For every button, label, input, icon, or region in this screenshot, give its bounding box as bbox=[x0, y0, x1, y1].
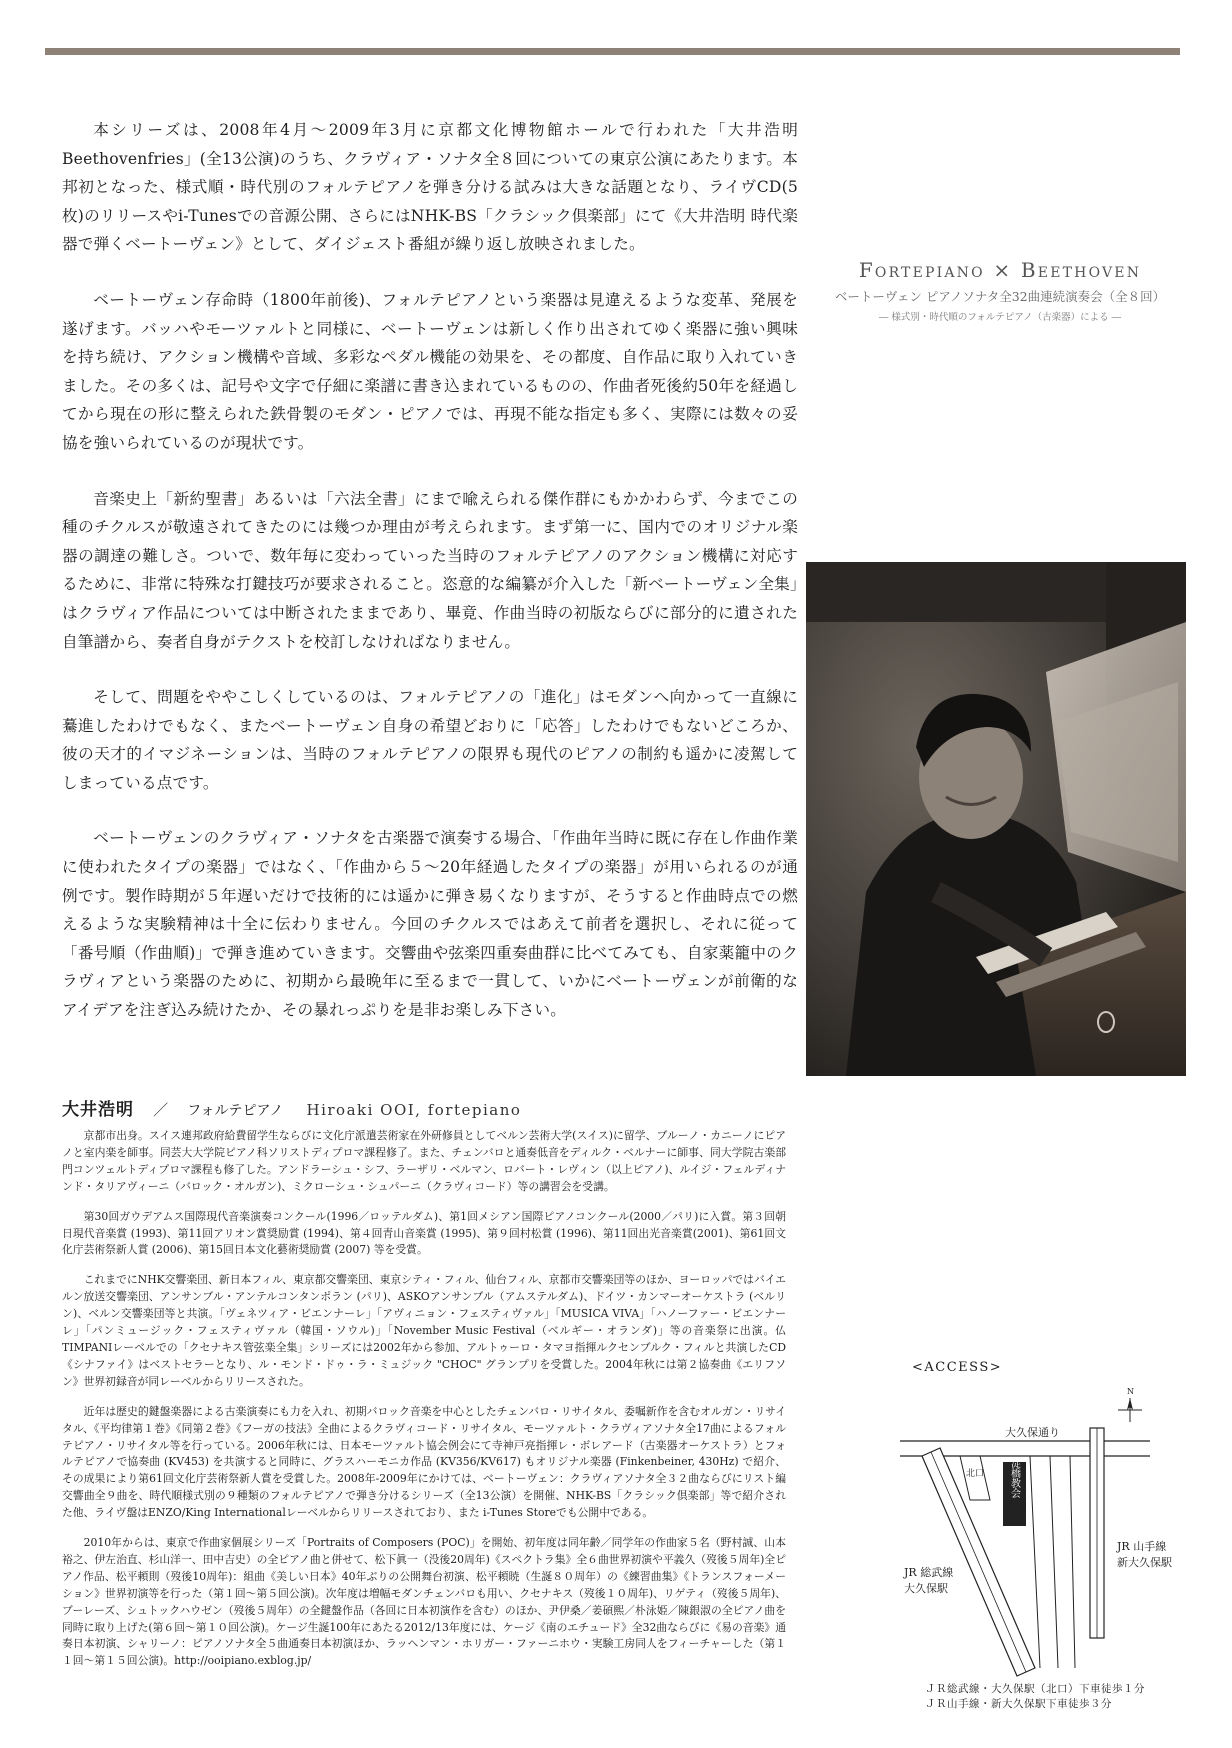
main-text bbox=[62, 116, 798, 1052]
street-label: 大久保通り bbox=[1005, 1426, 1060, 1439]
main-paragraph-4: そして、問題をややこしくしているのは、フォルテピアノの「進化」はモダンへ向かって一直線に驀進したわけでもなく、またベートーヴェン自身の希望どおりに「応答」したわけでもないどころか、彼の天才的イマジネーションは、当時のフォルテピアノの限界も現代のピアノの制約も遥かに凌駕してしまっている点です。 bbox=[62, 688, 798, 792]
jr-sobu-label-1: JR 総武線 bbox=[904, 1566, 954, 1579]
north-exit-label: 北口 bbox=[966, 1469, 985, 1479]
bio-name-en: Hiroaki OOI, fortepiano bbox=[306, 1101, 522, 1119]
series-title bbox=[830, 258, 1170, 323]
jr-sobu-label-2: 大久保駅 bbox=[904, 1582, 948, 1595]
pianist-photo-image bbox=[806, 562, 1186, 1076]
pianist-photo bbox=[806, 562, 1186, 1076]
bio-paragraph-5: 2010年からは、東京で作曲家個展シリーズ「Portraits of Composers (POC)」を開始、初年度は同年齢／同学年の作曲家５名（野村誠、山本裕之、伊左治直、杉山洋一、田中吉史）の全ピアノ曲と併せて、松下眞一（没後20周年)《スペクトラ集》全６曲世界初演や平義久（歿後５周年)全ピアノ作品、松平頼則（歿後10周年)：組曲《美しい日本》40年ぶりの公開舞台初演、松平頼暁（生誕８０周年）の《練習曲集》《トランスフォーメーション》世界初演等を行った（第１回～第５回公演)。次年度は増幅モダンチェンバロも用い、クセナキス（歿後１０周年)、リゲティ（歿後５周年)、ブーレーズ、シュトックハウゼン（歿後５周年）の全鍵盤作品（各回に日本初演作を含む）のほか、尹伊桑／姜碩熙／朴泳姫／陳銀淑の全ピアノ曲を同時に取り上げた(第６回～第１０回公演)。ケージ生誕100年にあたる2012/13年度には、ケージ《南のエチュード》全32曲ならびに《易の音楽》通奏日本初演、シャリーノ：ピアノソナタ全５曲通奏日本初演ほか、ラッヘンマン・ホリガー・ファーニホウ・実験工房同人をフィーチャーした（第１１回～第１５回公演)。http://ooipiano.exblog.jp/ bbox=[62, 1536, 786, 1668]
main-paragraph-3: 音楽史上「新約聖書」あるいは「六法全書」にまで喩えられる傑作群にもかかわらず、今までこの種のチクルスが敬遠されてきたのには幾つか理由が考えられます。まず第一に、国内でのオリジナル楽器の調達の難しさ。ついで、数年毎に変わっていった当時のフォルテピアノのアクション機構に対応するために、非常に特殊な打鍵技巧が要求されること。恣意的な編纂が介入した「新ベートーヴェン全集」はクラヴィア作品については中断されたままであり、畢竟、作曲当時の初版ならびに部分的に遺された自筆譜から、奏者自身がテクストを校訂しなければなりません。 bbox=[62, 489, 798, 651]
bio-slash: ／ bbox=[153, 1101, 169, 1119]
access-note bbox=[925, 1682, 1145, 1712]
church-label: 淀橋教会 bbox=[1008, 1458, 1020, 1498]
street-1 bbox=[1030, 1456, 1040, 1668]
main-paragraph-1: 本シリーズは、2008年4月～2009年3月に京都文化博物館ホールで行われた「大井浩明Beethovenfries」(全13公演)のうち、クラヴィア・ソナタ全８回についての東京公演にあたります。本邦初となった、様式順・時代別のフォルテピアノを弾き分ける試みは大きな話題となり、ライヴCD(5枚)のリリースやi-Tunesでの音源公開、さらにはNHK-BS「クラシック倶楽部」にて《大井浩明 時代楽器で弾くベートーヴェン》として、ダイジェスト番組が繰り返し放映されました。 bbox=[62, 121, 798, 254]
jr-yamanote-label-2: 新大久保駅 bbox=[1117, 1556, 1172, 1569]
access-map bbox=[900, 1378, 1172, 1678]
series-subtitle-2: ― 様式別・時代順のフォルテピアノ（古楽器）による ― bbox=[878, 312, 1122, 323]
compass-north-label: N bbox=[1127, 1387, 1134, 1396]
bio-paragraph-3: これまでにNHK交響楽団、新日本フィル、東京都交響楽団、東京シティ・フィル、仙台フィル、京都市交響楽団等のほか、ヨーロッパではバイエルン放送交響楽団、アンサンブル・アンテルコンタンポラン (パリ)、ASKOアンサンブル（アムステルダム)、ドイツ・カンマーオーケストラ (ベルリン)、ベルン交響楽団等と共演。「ヴェネツィア・ビエンナーレ」「アヴィニョン・フェスティヴァル」「MUSICA VIVA」「ハノーファー・ビエンナーレ」「パンミュージック・フェスティヴァル（韓国・ソウル)」「November Music Festival（ベルギー・オランダ)」等の音楽祭に出演。仏TIMPANIレーベルでの「クセナキス管弦楽全集」シリーズには2002年から参加、アルトゥーロ・タマヨ指揮ルクセンブルク・フィルと共演したCD《シナファイ》はベストセラーとなり、ル・モンド・ドゥ・ラ・ミュジック "CHOC" グランプリを受賞した。2004年秋には第２協奏曲《エリフソン》世界初録音が同レーベルからリリースされた。 bbox=[62, 1273, 786, 1388]
bio-name-jp: 大井浩明 bbox=[62, 1100, 134, 1120]
access-note-line-2: ＪＲ山手線・新大久保駅下車徒歩３分 bbox=[925, 1698, 1112, 1710]
compass-icon bbox=[1118, 1387, 1142, 1422]
main-paragraph-5: ベートーヴェンのクラヴィア・ソナタを古楽器で演奏する場合、「作曲年当時に既に存在し作曲作業に使われたタイプの楽器」ではなく、「作曲から５～20年経過したタイプの楽器」が用いられるのが通例です。製作時期が５年遅いだけで技術的には遥かに弾き易くなりますが、そうすると作曲時点での燃えるような実験精神は十全に伝わりません。今回のチクルスではあえて前者を選択し、それに従って「番号順（作曲順)」で弾き進めていきます。交響曲や弦楽四重奏曲群に比べてみても、自家薬籠中のクラヴィアという楽器のために、初期から最晩年に至るまで一貫して、いかにベートーヴェンが前衛的なアイデアを注ぎ込み続けたか、その暴れっぷりを是非お楽しみ下さい。 bbox=[62, 829, 798, 1020]
series-title-en: Fortepiano × Beethoven bbox=[858, 258, 1142, 282]
bio-heading bbox=[62, 1095, 521, 1120]
street-2 bbox=[1050, 1456, 1058, 1668]
access-section bbox=[900, 1360, 1172, 1730]
jr-yamanote-label-1: JR 山手線 bbox=[1117, 1540, 1167, 1553]
top-rule bbox=[45, 48, 1180, 55]
series-subtitle: ベートーヴェン ピアノソナタ全32曲連続演奏会（全８回） bbox=[834, 289, 1166, 304]
bio-instrument-jp: フォルテピアノ bbox=[187, 1103, 284, 1119]
main-paragraph-2: ベートーヴェン存命時（1800年前後)、フォルテピアノという楽器は見違えるような変革、発展を遂げます。バッハやモーツァルトと同様に、ベートーヴェンは新しく作り出されてゆく楽器に強い興味を持ち続け、アクション機構や音域、多彩なペダル機能の効果を、その都度、自作品に取り入れていきました。その多くは、記号や文字で仔細に楽譜に書き込まれているものの、作曲者死後約50年を経過してから現在の形に整えられた鉄骨製のモダン・ピアノでは、再現不能な指定も多く、実際には数々の妥協を強いられているのが現状です。 bbox=[62, 290, 798, 452]
bio-paragraph-4: 近年は歴史的鍵盤楽器による古楽演奏にも力を入れ、初期バロック音楽を中心としたチェンバロ・リサイタル、委嘱新作を含むオルガン・リサイタル、《平均律第１巻》《同第２巻》《フーガの技法》全曲によるクラヴィコード・リサイタル、モーツァルト・クラヴィアソナタ全17曲によるフォルテピアノ・リサイタル等を行っている。2006年秋には、日本モーツァルト協会例会にて寺神戸亮指揮レ・ボレアード（古楽器オーケストラ）とフォルテピアノで協奏曲 (KV453) を共演すると同時に、グラスハーモニカ作品 (KV356/KV617) もオリジナル楽器 (Finkenbeiner, 430Hz) で紹介、その成果により第61回文化庁芸術祭新人賞を受賞した。2008年-2009年にかけては、ベートーヴェン：クラヴィアソナタ全３２曲ならびにリスト編交響曲全９曲を、時代順様式別の９種類のフォルテピアノで弾き分けるシリーズ（全13公演）を開催、NHK-BS「クラシック倶楽部」等で紹介された他、ライヴ盤はENZO/King Internationalレーベルからリリースされており、また i-Tunes Storeでも公開中である。 bbox=[62, 1404, 786, 1520]
biography bbox=[62, 1128, 786, 1683]
access-title: <ACCESS> bbox=[912, 1360, 1003, 1375]
bio-paragraph-1: 京都市出身。スイス連邦政府給費留学生ならびに文化庁派遣芸術家在外研修員としてベルン芸術大学(スイス)に留学、ブルーノ・カニーノにピアノと室内楽を師事。同芸大大学院ピアノ科ソリストディプロマ課程修了。また、チェンバロと通奏低音をディルク・ベルナーに師事、同大学院古楽部門コンツェルトディプロマ課程も修了した。アンドラーシュ・シフ、ラーザリ・ベルマン、ロバート・レヴィン（以上ピアノ)、ルイジ・フェルディナンド・タリアヴィーニ（バロック・オルガン)、ミクローシュ・シュパーニ（クラヴィコード）等の講習会を受講。 bbox=[62, 1129, 786, 1193]
street-3 bbox=[1070, 1456, 1075, 1668]
bio-paragraph-2: 第30回ガウデアムス国際現代音楽演奏コンクール(1996／ロッテルダム)、第1回メシアン国際ピアノコンクール(2000／パリ)に入賞。第３回朝日現代音楽賞 (1993)、第11回アリオン賞奨励賞 (1994)、第４回青山音楽賞 (1995)、第９回村松賞 (1996)、第11回出光音楽賞(2001)、第61回文化庁芸術祭新人賞 (2006)、第15回日本文化藝術奨励賞 (2007) 等を受賞。 bbox=[62, 1209, 786, 1257]
access-note-line-1: ＪＲ総武線・大久保駅（北口）下車徒歩１分 bbox=[925, 1683, 1145, 1695]
